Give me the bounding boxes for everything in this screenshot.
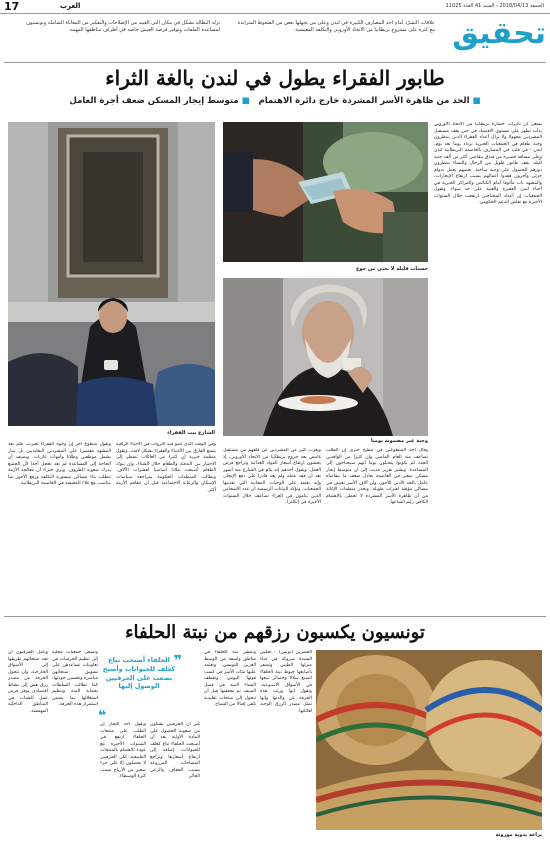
- photo-hands: [223, 122, 428, 262]
- quote-open-icon: ❞: [173, 653, 182, 669]
- article2-column-6: ويأمل الحرفيون أن تجد منتجاتهم طريقها إلى الأسواق الخارجية، وأن تتحول الحرفة من مصدر رزق هش إلى نشاط اقتصادي يوفر فرص عمل للشباب في المناطق الداخلية المهمشة.: [8, 650, 48, 714]
- photo-baskets: [316, 650, 542, 830]
- deck-bullet: ■: [472, 96, 481, 106]
- deck-bullet-2: ■: [241, 96, 250, 106]
- pull-quote-text: الحلفاء أصبحت تباع كعلف للحيوانات وأصبح يصعب على الحرفيين الوصول إليها: [102, 656, 176, 691]
- article1-headline: طابور الفقراء يطول في لندن بالغة الثراء: [105, 66, 445, 90]
- teasers: [0, 16, 435, 56]
- masthead: [0, 0, 550, 14]
- teaser-1: علاقات التشرّد أمام أحد المصارف الكبيرة في لندن وعلى من يجهلها بعض من الضغوط المتزايدة مع كثرة على مشروع بريطانيا من الاتحاد الأوروبي والتكلفة المعيشية.: [237, 20, 435, 33]
- caption-hands: حسنات قليلة لا تغني من جوع: [355, 266, 428, 272]
- article2-column-1: القصرين (تونس) - تجلس السيدة مبروكة في فناء منزلها الطيني وتضفر بأصابعها خيوط نبتة الحلفاء لتصنع سلالا وحصائر تبيعها في الأسواق الأسبوعية. وتقول إنها ورثت هذه الحرفة عن والدتها وإنها تمثل مصدر الرزق الوحيد لعائلتها.: [260, 650, 312, 714]
- deck-right: متوسط إيجار المسكن ضعف أجرة العامل: [69, 96, 239, 106]
- page-number: 17: [4, 0, 20, 13]
- article1-deck: [8, 96, 542, 106]
- caption-sleeper: الشارع بيت الفقراء: [167, 430, 215, 436]
- deck-left: الحد من ظاهرة الأسر المشردة خارج دائرة الاهتمام: [258, 96, 470, 106]
- article2-headline: تونسيون يكسبون رزقهم من نبتة الحلفاء: [125, 622, 425, 643]
- caption-baskets: براعة يدوية موروثة: [495, 832, 542, 838]
- article1-column-1: يسعى أن تأثيرات خسارة بريطانيا من الاتحاد الأوروبي بدأت تظهر على مستوى الاقتصاد في حين يقف مستقبل المشردين مجهولا ولا تزال أعداد الفقراء الذين ينتظرون وجبة طعام في الجمعيات الخيرية تزداد يوما بعد يوم. لندن - في قلب حي المصارف بالعاصمة البريطانية لندن وعلى مسافة قصيرة من فندق يتقاضى أكثر من ألف جنيه للّيلة، يقف طابور طويل من الرجال والنساء ينتظرون دورهم للحصول على وجبة ساخنة. بعضهم يعمل بدوام جزئي وآخرون فقدوا أعمالهم بسبب ارتفاع الإيجارات، والمشهد بات مألوفا أمام الكنائس والمراكز الخيرية في أحياء لندن الفقيرة والغنية على حد سواء. وتقول الجمعيات إن أعداد المحتاجين ارتفعت خلال السنوات الأخيرة مع تقلص الدعم الحكومي.: [434, 122, 542, 206]
- photo-beard: [223, 278, 428, 436]
- pull-quote: [98, 653, 182, 725]
- photo-sleeper: [8, 122, 215, 426]
- article1-column-5: ويقول متطوع آخر إن وجوه الفقراء تغيرت، فلم يعد المشهد مقتصرا على المشردين التقليديين بل صار يشمل موظفين وطلابا وأمهات عازبات. ويضيف أن الحاجة إلى المساعدة لم تعد تخجل أحدا لأن الجميع يدرك صعوبة الظروف. ويرى خبراء أن معالجة الأزمة تتطلب بناء مساكن ميسورة التكلفة ورفع الأجور بما يتناسب مع غلاء المعيشة في العاصمة البريطانية.: [8, 442, 111, 487]
- masthead-logo: العرب: [60, 2, 81, 10]
- section-title: تحقيق: [452, 16, 546, 51]
- divider-2: [4, 616, 546, 617]
- issue-line: الجمعة 2018/04/13 - السنة 41 العدد 11025: [445, 3, 544, 9]
- article2-column-3: غير أن الحرفيين يشكون من صعوبة الحصول على المادة الأولية بعد أن أصبحت الحلفاء تباع كعلف للحيوانات، إضافة إلى ارتفاع أسعارها وتراجع المساحات المزروعة بسبب الجفاف والرعي الجائر.: [150, 722, 200, 780]
- article1-column-2: وقال أحد المتطوعين في مطبخ خيري إن الطلب تضاعف منذ العام الماضي وإن كثيرا من الوافدين الجدد لم يكونوا يتخيلون يوما أنهم سيحتاجون إلى المساعدة. ويشير تقرير حديث إلى أن متوسط إيجار مسكن صغير في العاصمة يعادل ضعف ما يتقاضاه عامل بالحد الأدنى للأجور، وأن آلاف الأسر تعيش في مساكن مؤقتة لفترات طويلة. وتحذر منظمات الإغاثة من أن ظاهرة الأسر المشردة لا تحظى بالاهتمام الكافي رغم اتساعها.: [326, 448, 428, 506]
- article2-column-5: وتسعى جمعيات محلية إلى تنظيم الحرفيات في تعاونيات تساعدهن على تسويق منتجاتهن مباشرة وتحسين جودتها، كما تطالب السلطات بحماية النبتة وتنظيم استغلالها بما يضمن استمرار هذه الحرفة.: [52, 650, 98, 708]
- divider: [4, 62, 546, 63]
- article2-column-2: وتنتشر نبتة الحلفاء في مناطق واسعة من الوسط الغربي التونسي، وتعتمد عليها مئات الأسر في كسب قوتها اليومي. وتقطف النساء النبتة في فصل الصيف ثم يجففنها قبل أن تتحول إلى منتجات تقليدية تلقى إقبالا من السياح.: [204, 650, 256, 708]
- quote-close-icon: ❝: [98, 708, 107, 725]
- caption-beard: وجبة غير مضمونة يوميا: [370, 438, 428, 444]
- article1-column-4: وفي الوقت الذي تنمو فيه الثروات في الأحياء الراقية يتسع الفارق بين الأغنياء والفقراء بشكل لافت. وتقول منظمة خيرية إن كثيرا من العائلات تضطر إلى الاختيار بين التدفئة والطعام خلال الشتاء، وإن بنوك الطعام أصبحت ملاذا أساسيا لعشرات الآلاف. وتطالب المنظمات الحكومة بمراجعة سياسات الإسكان والرعاية الاجتماعية قبل أن تتفاقم الأزمة أكثر.: [116, 442, 216, 493]
- teaser-2: نزلة البطالة تشكل في مكان التي العبيد من الإصلاحات والتفكير من المعاناة الشاملة وتونسيون لمساعدة الملفات وتوفير فرصة العيش خاصة في أطراف مناطقها المهمة.: [26, 20, 220, 33]
- article1-column-3: ويعرب كثير من المشردين عن قلقهم من مستقبل غامض بعد خروج بريطانيا من الاتحاد الأوروبي، إذ يخشون ارتفاع أسعار المواد الغذائية وتراجع فرص العمل. ويقول أحدهم إنه ينام في الشارع منذ أشهر بعد أن فقد عمله ولم يعد قادرا على دفع الإيجار، وإنه يعتمد على الوجبات المجانية التي تقدمها الجمعيات. وتؤكد البيانات الرسمية أن عدد الأشخاص الذين ينامون في العراء تضاعف خلال السنوات الأخيرة في إنكلترا.: [223, 448, 321, 506]
- article2-column-4: ويقول أحد التجار إن الطلب على منتجات الحلفاء ارتفع في السنوات الأخيرة مع عودة الاهتمام بالمنتجات الطبيعية، لكن الحرفيين لا يحصلون إلا على جزء صغير من الأرباح بسبب كثرة الوسطاء.: [100, 722, 146, 780]
